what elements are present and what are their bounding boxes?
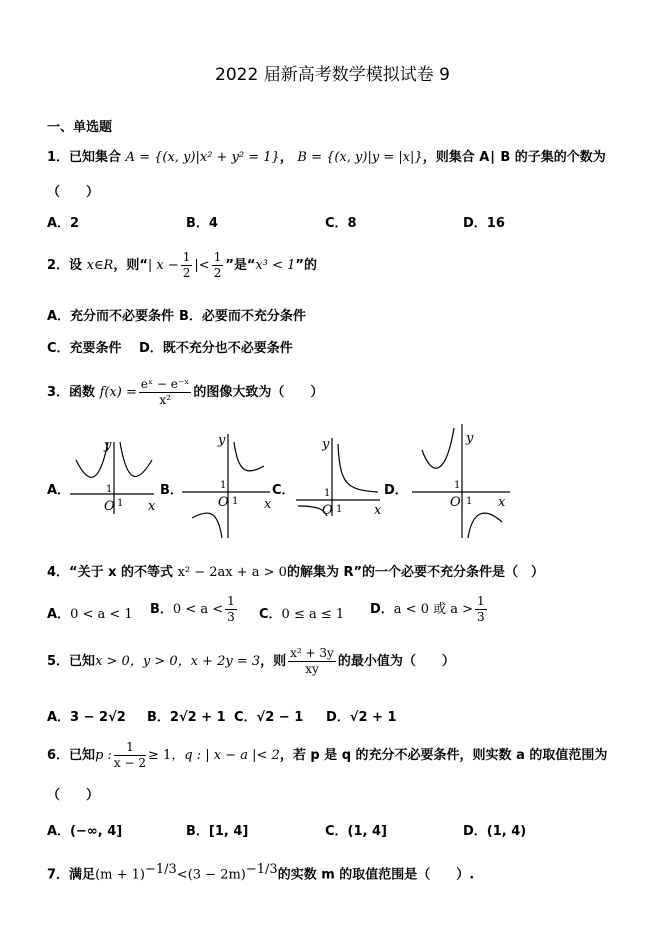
q6-p: p : bbox=[95, 748, 112, 763]
origin-label: O bbox=[322, 503, 333, 518]
q6-fraction bbox=[114, 740, 146, 771]
q1-set-a: A = {(x, y)|x² + y² = 1} bbox=[125, 150, 280, 165]
one-label-y: 1 bbox=[220, 480, 227, 491]
q2-cond: x∈R bbox=[86, 258, 114, 273]
one-label-y: 1 bbox=[324, 488, 331, 499]
q6-option-a: A．(−∞, 4] bbox=[47, 824, 123, 839]
q7-text2: 的实数 m 的取值范围是（ ）. bbox=[277, 867, 475, 883]
page-title: 2022 届新高考数学模拟试卷 9 bbox=[215, 65, 450, 85]
q4-option-b-expr: 0 < a < bbox=[172, 602, 224, 617]
q3-frac-den: x² bbox=[159, 393, 171, 407]
question-1 bbox=[47, 146, 606, 165]
q4-option-a-label: A． bbox=[47, 607, 71, 622]
y-label: y bbox=[104, 440, 112, 453]
one-label: 1 bbox=[232, 496, 239, 507]
q1-set-b: B = {(x, y)|y = |x|} bbox=[297, 150, 423, 165]
q4-d-den: 3 bbox=[477, 610, 485, 624]
q2-fraction bbox=[181, 250, 193, 281]
curve-right bbox=[120, 442, 152, 477]
curve-left bbox=[192, 513, 222, 538]
question-4 bbox=[47, 561, 544, 580]
q1-option-c: C．8 bbox=[325, 216, 357, 231]
q1-lead: 已知集合 bbox=[69, 150, 122, 165]
q7-expr1: (m + 1) bbox=[95, 867, 145, 883]
y-label: y bbox=[466, 431, 474, 446]
q6-ge: ≥ 1 bbox=[148, 748, 172, 763]
q5-option-b: B．2√2 + 1 bbox=[147, 710, 226, 725]
one-label-y: 1 bbox=[454, 480, 461, 491]
question-3 bbox=[47, 377, 323, 408]
q3-graph-c bbox=[294, 436, 382, 518]
q7-exp1: −1/3 bbox=[144, 862, 177, 877]
q1-option-a: A．2 bbox=[47, 216, 80, 231]
x-label: x bbox=[264, 497, 272, 512]
q6-paren: （ ） bbox=[47, 788, 100, 803]
q3-option-b-label: B． bbox=[160, 483, 183, 498]
q3-text2: 的图像大致为（ ） bbox=[193, 385, 324, 400]
q3-fraction bbox=[139, 377, 191, 408]
q2-lt: |< bbox=[194, 258, 210, 273]
q4-option-c-label: C． bbox=[259, 607, 282, 622]
q2-option-c: C．充要条件 bbox=[47, 341, 122, 356]
q6-option-b: B．[1, 4] bbox=[186, 824, 249, 839]
q2-option-d: D．既不充分也不必要条件 bbox=[139, 341, 293, 356]
q1-tail: ，则集合 A∣ B 的子集的个数为 bbox=[422, 150, 606, 165]
question-2 bbox=[47, 250, 317, 281]
q7-number: 7． bbox=[47, 867, 70, 883]
curve-right bbox=[234, 442, 264, 471]
q3-text1: 函数 bbox=[69, 385, 96, 400]
q1-number: 1． bbox=[47, 150, 70, 165]
q2-frac2-den: 2 bbox=[213, 266, 222, 280]
q2-text4: ”的 bbox=[295, 258, 317, 273]
y-label: y bbox=[218, 433, 226, 448]
curve-left bbox=[422, 428, 454, 468]
q5-frac-den: xy bbox=[305, 662, 319, 676]
q6-frac-num: 1 bbox=[114, 740, 146, 756]
q3-option-c-label: C． bbox=[272, 483, 295, 498]
q7-lt: < bbox=[176, 867, 188, 883]
q5-text3: 的最小值为（ ） bbox=[337, 654, 455, 669]
one-label: 1 bbox=[466, 496, 473, 507]
q5-cond: x > 0，y > 0，x + 2y = 3 bbox=[95, 654, 261, 669]
origin-label: O bbox=[218, 495, 229, 510]
q7-exp2: −1/3 bbox=[245, 862, 278, 877]
q4-option-c-expr: 0 ≤ a ≤ 1 bbox=[281, 607, 345, 622]
q2-abs-left: | x − bbox=[147, 258, 179, 273]
q2-option-b: B．必要而不充分条件 bbox=[179, 309, 306, 324]
origin-label: O bbox=[450, 495, 461, 510]
q3-fx: f(x) = bbox=[99, 385, 137, 400]
q3-option-a-label: A． bbox=[47, 483, 71, 498]
q4-option-b bbox=[150, 594, 239, 625]
q5-option-a: A．3 − 2√2 bbox=[47, 710, 126, 725]
question-7 bbox=[47, 862, 474, 882]
one-label: 1 bbox=[117, 498, 124, 509]
x-label: x bbox=[498, 495, 506, 510]
q2-frac-den: 2 bbox=[182, 266, 191, 280]
x-label: x bbox=[374, 503, 382, 518]
q4-option-a-expr: 0 < a < 1 bbox=[70, 607, 133, 622]
q4-option-d-frac bbox=[475, 594, 487, 625]
q1-paren: （ ） bbox=[47, 185, 100, 200]
q4-option-d-expr: a < 0 或 a > bbox=[393, 602, 474, 617]
q3-option-d-label: D． bbox=[384, 483, 408, 498]
q5-option-d: D．√2 + 1 bbox=[326, 710, 397, 725]
q4-option-d-label: D． bbox=[370, 602, 394, 617]
q1-option-b: B．4 bbox=[186, 216, 218, 231]
q4-d-num: 1 bbox=[477, 594, 485, 608]
q2-frac2-num: 1 bbox=[213, 250, 222, 264]
q5-frac-num: x² + 3y bbox=[290, 646, 334, 660]
q6-number: 6． bbox=[47, 748, 70, 763]
q4-number: 4． bbox=[47, 565, 70, 580]
q6-text2: ，若 p 是 q 的充分不必要条件，则实数 a 的取值范围为 bbox=[279, 748, 608, 763]
q2-fraction-2 bbox=[212, 250, 224, 281]
q4-option-b-frac bbox=[225, 594, 237, 625]
q5-option-c: C．√2 − 1 bbox=[234, 710, 304, 725]
q7-text1: 满足 bbox=[69, 867, 96, 883]
q6-option-c: C．(1, 4] bbox=[325, 824, 387, 839]
q2-number: 2． bbox=[47, 258, 70, 273]
one-label: 1 bbox=[336, 504, 343, 515]
q6-frac-den: x − 2 bbox=[113, 756, 146, 770]
q3-graph-d bbox=[410, 422, 518, 540]
q7-expr2: (3 − 2m) bbox=[187, 867, 246, 883]
curve-right bbox=[338, 444, 378, 492]
q4-text: “关于 x 的不等式 bbox=[69, 565, 174, 580]
q3-graph-b bbox=[180, 432, 272, 540]
question-6 bbox=[47, 740, 607, 771]
q3-number: 3． bbox=[47, 385, 70, 400]
q2-cube: x³ < 1 bbox=[255, 258, 296, 273]
y-label: y bbox=[322, 437, 330, 452]
q2-text3: ”是“ bbox=[225, 258, 256, 273]
q6-option-d: D．(1, 4) bbox=[463, 824, 527, 839]
q1-option-d: D．16 bbox=[463, 216, 505, 231]
q2-text1: 设 bbox=[69, 258, 83, 273]
question-5 bbox=[47, 646, 455, 677]
q5-fraction bbox=[288, 646, 336, 677]
q6-text1: 已知 bbox=[69, 748, 96, 763]
q6-q: ，q : | x − a |< 2 bbox=[171, 748, 280, 763]
q5-text2: ，则 bbox=[260, 654, 287, 669]
q3-frac-num: eˣ − e⁻ˣ bbox=[140, 377, 190, 391]
q4-text2: 的解集为 R”的一个必要不充分条件是（ ） bbox=[286, 565, 545, 580]
q4-option-a bbox=[47, 603, 133, 622]
q5-number: 5． bbox=[47, 654, 70, 669]
q4-option-b-label: B． bbox=[150, 602, 173, 617]
x-label: x bbox=[148, 499, 156, 514]
q4-inequality: x² − 2ax + a > 0 bbox=[177, 565, 287, 580]
q4-b-num: 1 bbox=[227, 594, 235, 608]
q2-frac-num: 1 bbox=[182, 250, 191, 264]
curve-right bbox=[468, 513, 502, 538]
one-label-y: 1 bbox=[106, 484, 113, 495]
q2-text2: ，则“ bbox=[113, 258, 148, 273]
q1-sep: ， bbox=[279, 150, 293, 165]
q3-graph-a bbox=[68, 440, 156, 515]
q5-text1: 已知 bbox=[69, 654, 96, 669]
origin-label: O bbox=[104, 499, 115, 514]
q4-option-d bbox=[370, 594, 489, 625]
q2-option-a: A．充分而不必要条件 bbox=[47, 309, 175, 324]
q4-option-c bbox=[259, 603, 344, 622]
section-heading: 一、单选题 bbox=[47, 120, 113, 135]
q4-b-den: 3 bbox=[227, 610, 235, 624]
